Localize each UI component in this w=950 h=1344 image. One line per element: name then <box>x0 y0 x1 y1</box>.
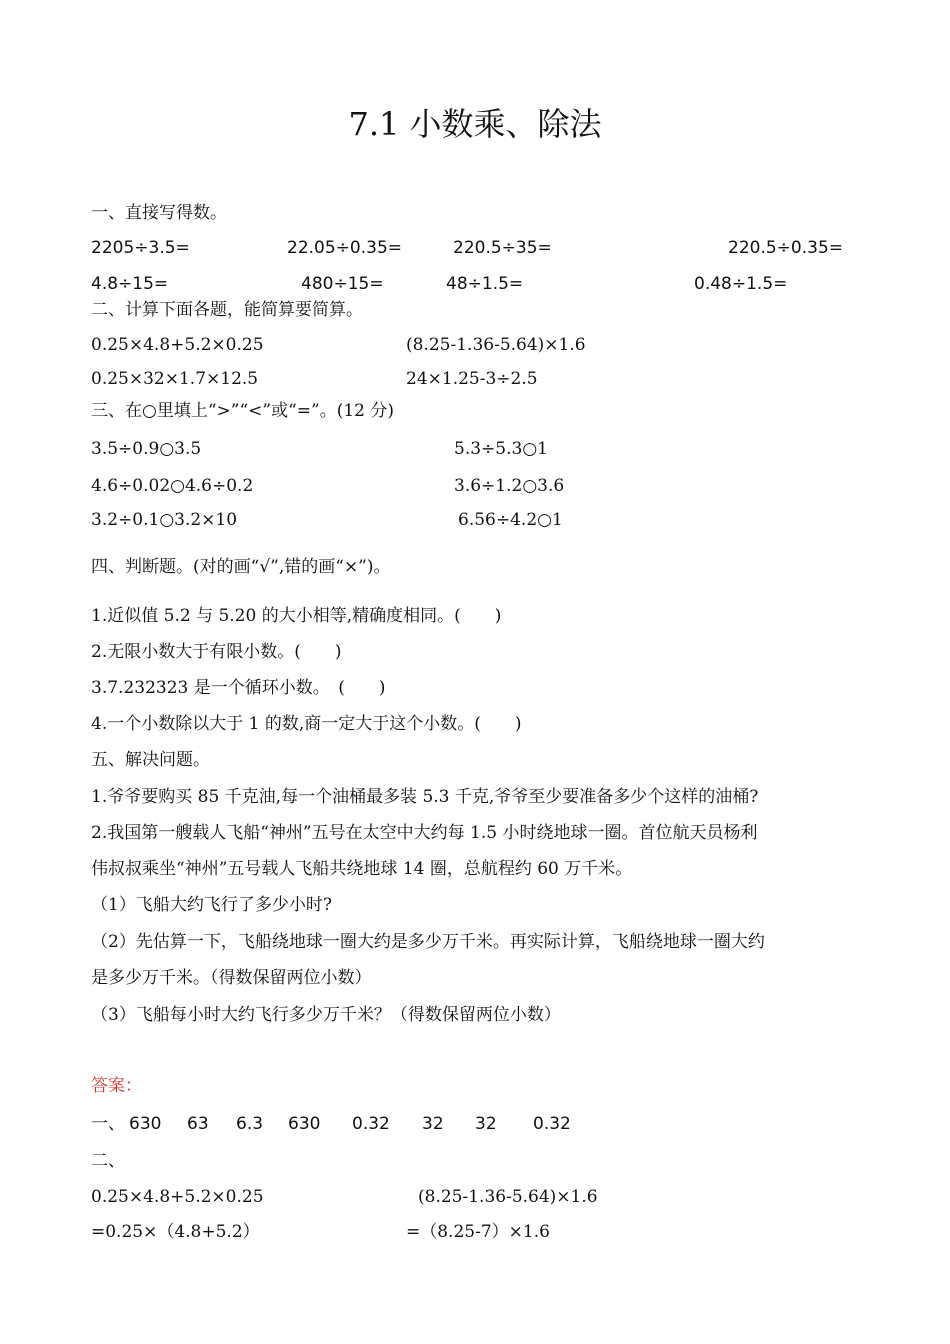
answer-2-r2-c2: =（8.25-7）×1.6 <box>406 1222 550 1242</box>
s4-item-3: 3.7.232323 是一个循环小数。 ( ) <box>91 678 386 698</box>
section-1-heading: 一、直接写得数。 <box>91 203 227 223</box>
answer-1-4: 630 <box>288 1114 321 1134</box>
section-2-heading: 二、计算下面各题，能简算要简算。 <box>91 300 363 320</box>
s5-problem-1: 1.爷爷要购买 85 千克油,每一个油桶最多装 5.3 千克,爷爷至少要准备多少个这样的油桶? <box>91 787 759 807</box>
answer-2-r1-c2: (8.25-1.36-5.64)×1.6 <box>418 1187 598 1207</box>
answer-1-3: 6.3 <box>236 1114 264 1134</box>
answer-1-2: 63 <box>187 1114 209 1134</box>
s2-r1-c1: 0.25×4.8+5.2×0.25 <box>91 335 264 355</box>
answer-2-r1-c1: 0.25×4.8+5.2×0.25 <box>91 1187 264 1207</box>
answers-heading: 答案： <box>91 1076 142 1096</box>
section-5-heading: 五、解决问题。 <box>91 750 210 770</box>
section-4-heading: 四、判断题。(对的画“√”,错的画“×”)。 <box>91 557 391 577</box>
s5-question-1: （1）飞船大约飞行了多少小时? <box>91 895 332 915</box>
answers-1-label: 一、 <box>91 1114 125 1134</box>
s4-item-1: 1.近似值 5.2 与 5.20 的大小相等,精确度相同。( ) <box>91 606 502 626</box>
s2-r2-c1: 0.25×32×1.7×12.5 <box>91 369 259 389</box>
answer-1-1: 630 <box>129 1114 162 1134</box>
s3-r1-c2: 5.3÷5.3○1 <box>454 439 548 459</box>
s1-r1-c1: 2205÷3.5= <box>91 238 190 258</box>
answers-2-label: 二、 <box>91 1151 125 1171</box>
s3-r2-c2: 3.6÷1.2○3.6 <box>454 476 565 496</box>
s1-r2-c3: 48÷1.5= <box>446 274 524 294</box>
s4-item-2: 2.无限小数大于有限小数。( ) <box>91 642 342 662</box>
s1-r1-c3: 220.5÷35= <box>453 238 552 258</box>
s5-question-2-line-1: （2）先估算一下，飞船绕地球一圈大约是多少万千米。再实际计算，飞船绕地球一圈大约 <box>91 932 765 952</box>
s3-r3-c1: 3.2÷0.1○3.2×10 <box>91 510 238 530</box>
s3-r3-c2: 6.56÷4.2○1 <box>458 510 563 530</box>
answer-1-7: 32 <box>475 1114 497 1134</box>
s3-r1-c1: 3.5÷0.9○3.5 <box>91 439 202 459</box>
section-3-heading: 三、在○里填上“>”“<”或“=”。(12 分) <box>91 401 395 421</box>
s2-r1-c2: (8.25-1.36-5.64)×1.6 <box>406 335 586 355</box>
s5-question-2-line-2: 是多少万千米。（得数保留两位小数） <box>91 968 372 988</box>
s4-item-4: 4.一个小数除以大于 1 的数,商一定大于这个小数。( ) <box>91 714 522 734</box>
s1-r1-c2: 22.05÷0.35= <box>287 238 403 258</box>
s5-question-3: （3）飞船每小时大约飞行多少万千米？（得数保留两位小数） <box>91 1005 561 1025</box>
s2-r2-c2: 24×1.25-3÷2.5 <box>406 369 538 389</box>
s3-r2-c1: 4.6÷0.02○4.6÷0.2 <box>91 476 254 496</box>
answer-1-5: 0.32 <box>352 1114 390 1134</box>
answer-2-r2-c1: =0.25×（4.8+5.2） <box>91 1222 260 1242</box>
answer-1-8: 0.32 <box>533 1114 571 1134</box>
s5-problem-2-line-2: 伟叔叔乘坐“神州”五号载人飞船共绕地球 14 圈，总航程约 60 万千米。 <box>91 859 633 879</box>
s1-r2-c4: 0.48÷1.5= <box>694 274 788 294</box>
s1-r2-c1: 4.8÷15= <box>91 274 169 294</box>
s1-r2-c2: 480÷15= <box>301 274 384 294</box>
answer-1-6: 32 <box>422 1114 444 1134</box>
s5-problem-2-line-1: 2.我国第一艘载人飞船“神州”五号在太空中大约每 1.5 小时绕地球一圈。首位航天员杨利 <box>91 823 758 843</box>
s1-r1-c4: 220.5÷0.35= <box>728 238 844 258</box>
page-title: 7.1 小数乘、除法 <box>348 105 602 143</box>
